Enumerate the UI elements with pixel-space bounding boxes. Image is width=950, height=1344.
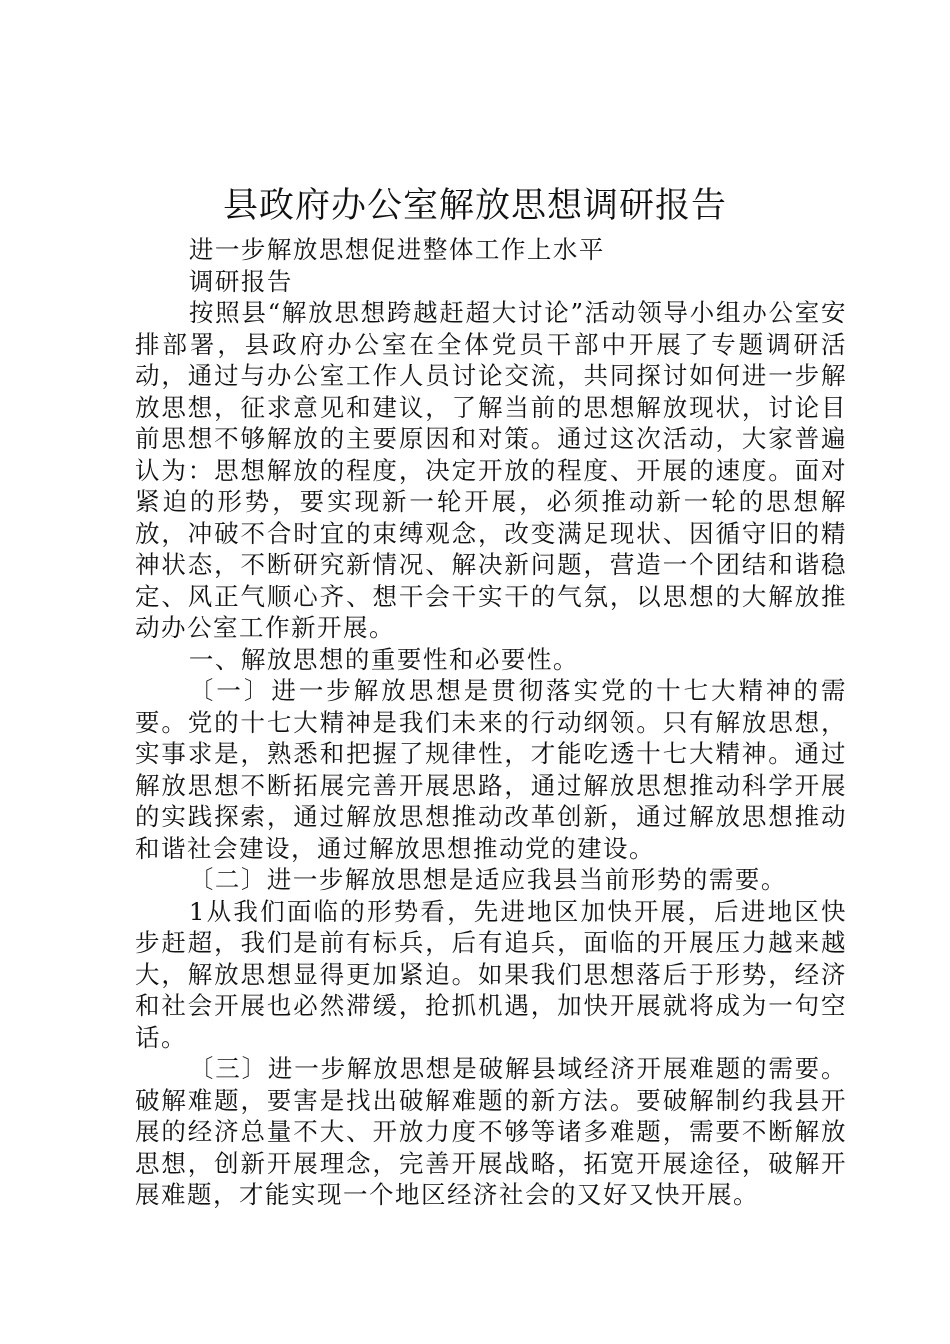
section-heading: 一、解放思想的重要性和必要性。: [188, 644, 579, 674]
subsection-heading: 〔二〕进一步解放思想是适应我县当前形势的需要。: [188, 865, 787, 894]
body-paragraph: 〔一〕进一步解放思想是贯彻落实党的十七大精神的需要。党的十七大精神是我们未来的行动纲领。只有解放思想，实事求是，熟悉和把握了规律性，才能吃透十七大精神。通过解放思想不断拓展完善开展思路，通过解放思想推动科学开展的实践探索，通过解放思想推动改革创新，通过解放思想推动和谐社会建设，通过解放思想推动党的建设。: [135, 676, 847, 863]
document-body: [135, 234, 847, 1211]
subtitle-line: 调研报告: [188, 266, 293, 296]
document-title: 县政府办公室解放思想调研报告: [222, 186, 727, 226]
subtitle-line: 进一步解放思想促进整体工作上水平: [188, 235, 605, 264]
body-paragraph: 〔三〕进一步解放思想是破解县域经济开展难题的需要。破解难题，要害是找出破解难题的新方法。要破解制约我县开展的经济总量不大、开放力度不够等诸多难题，需要不断解放思想，创新开展理念，完善开展战略，拓宽开展途径，破解开展难题，才能实现一个地区经济社会的又好又快开展。: [135, 1054, 847, 1209]
body-paragraph: 按照县“解放思想跨越赶超大讨论”活动领导小组办公室安排部署，县政府办公室在全体党员干部中开展了专题调研活动，通过与办公室工作人员讨论交流，共同探讨如何进一步解放思想，征求意见和建议，了解当前的思想解放现状，讨论目前思想不够解放的主要原因和对策。通过这次活动，大家普遍认为：思想解放的程度，决定开放的程度、开展的速度。面对紧迫的形势，要实现新一轮开展，必须推动新一轮的思想解放，冲破不合时宜的束缚观念，改变满足现状、因循守旧的精神状态，不断研究新情况、解决新问题，营造一个团结和谐稳定、风正气顺心齐、想干会干实干的气氛，以思想的大解放推动办公室工作新开展。: [135, 298, 847, 642]
body-paragraph: 1从我们面临的形势看，先进地区加快开展，后进地区快步赶超，我们是前有标兵，后有追兵，面临的开展压力越来越大，解放思想显得更加紧迫。如果我们思想落后于形势，经济和社会开展也必然滞缓，抢抓机遇，加快开展就将成为一句空话。: [135, 896, 847, 1052]
